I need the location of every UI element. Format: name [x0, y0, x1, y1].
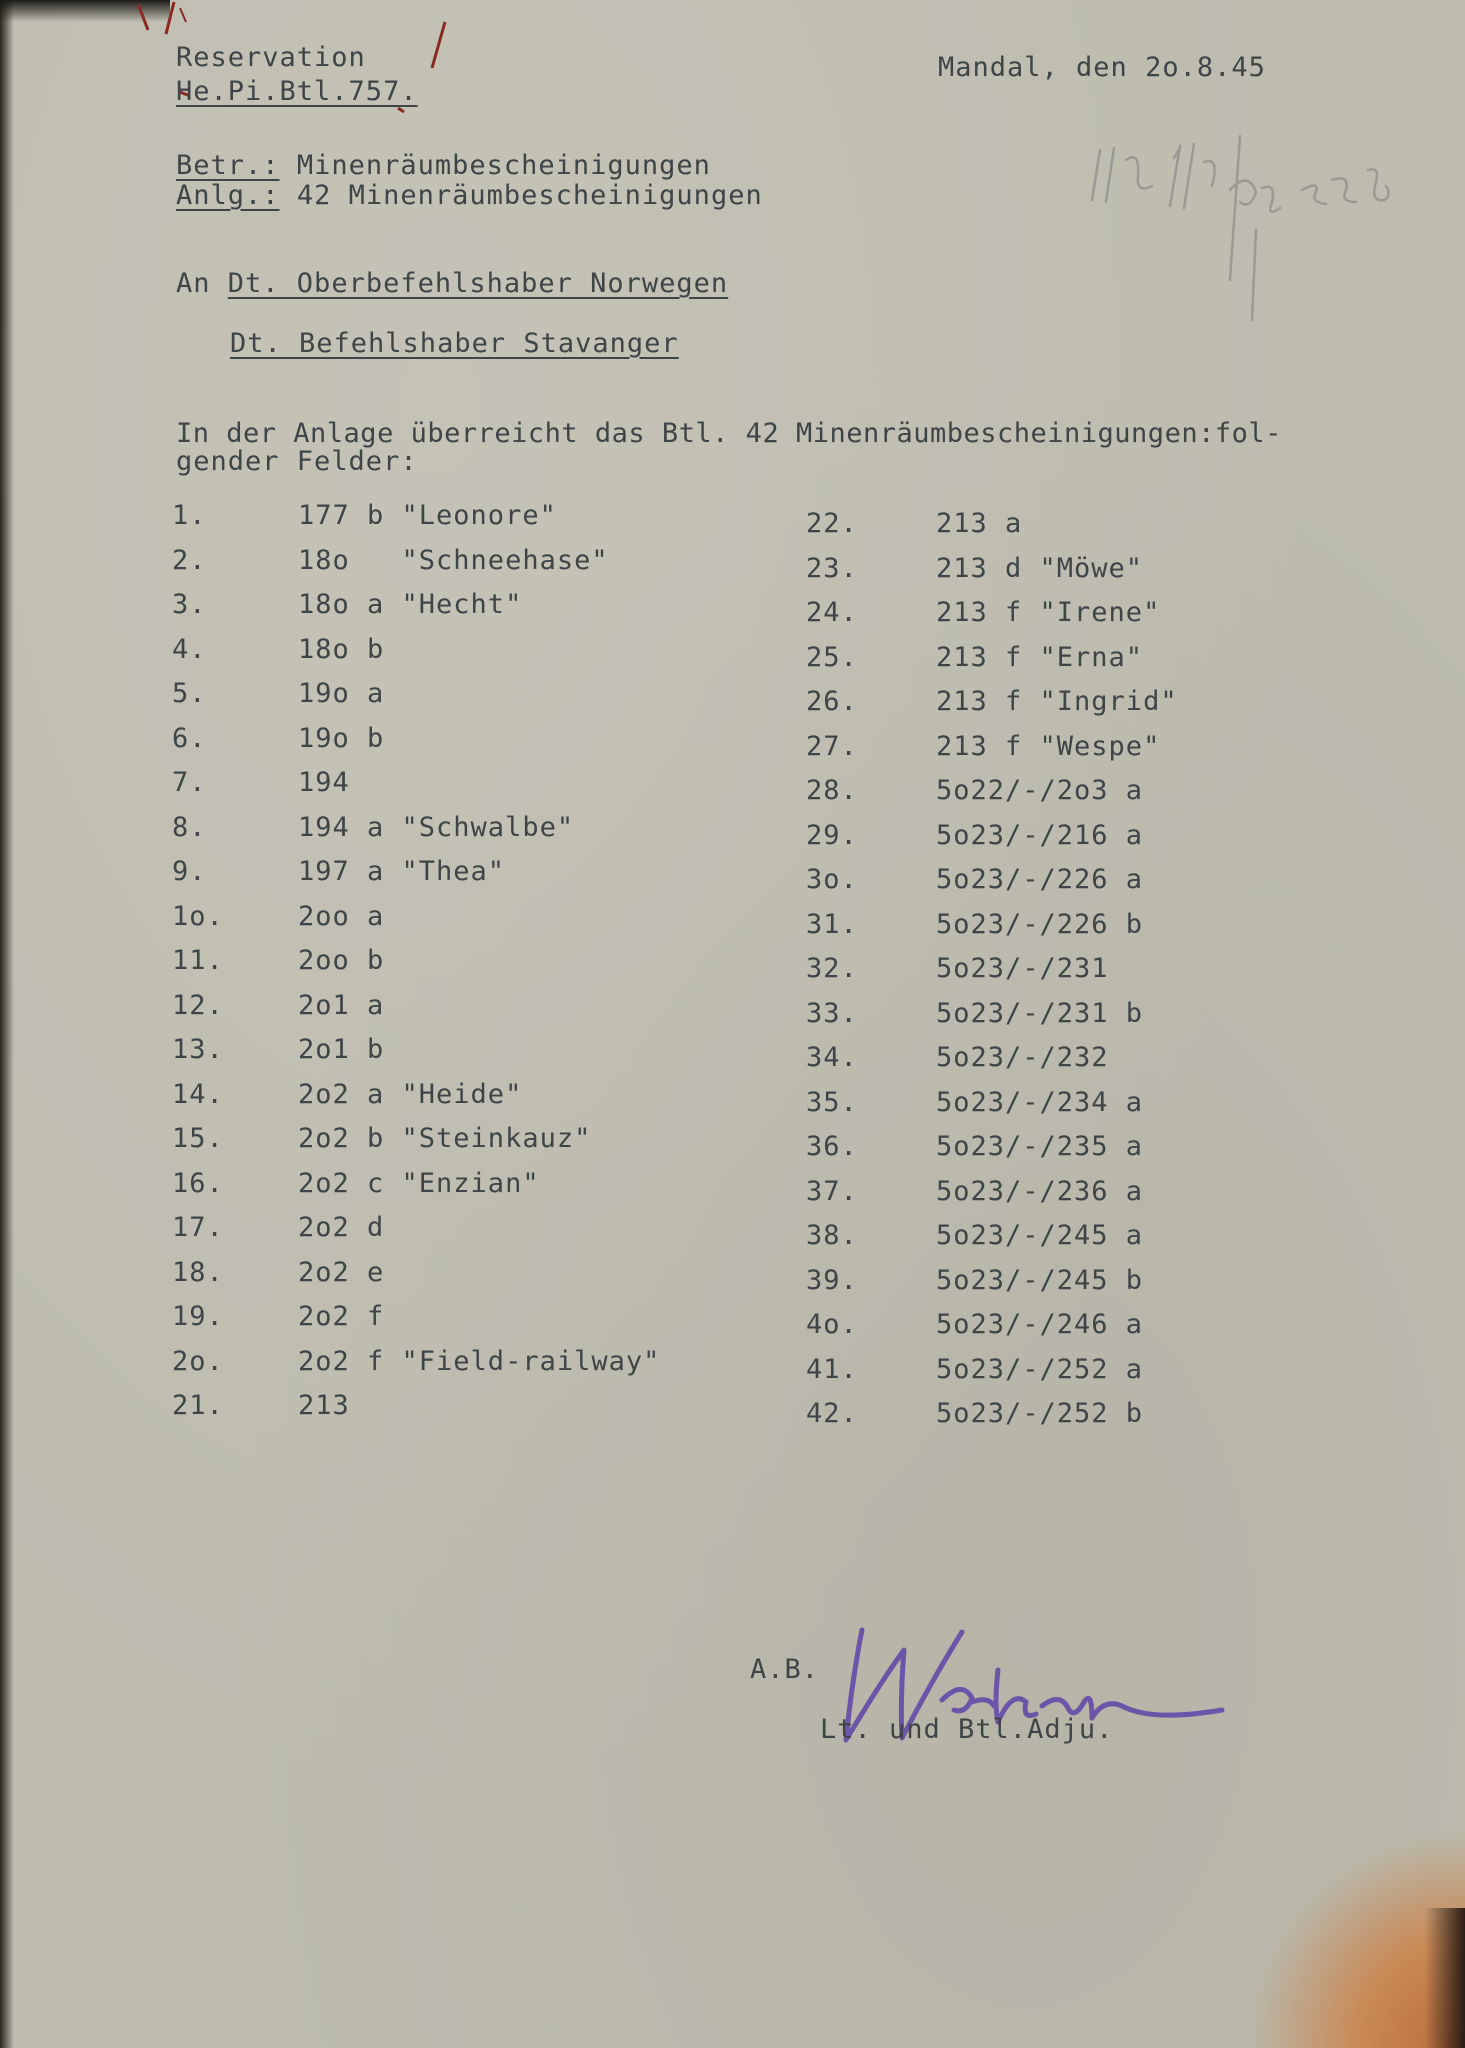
field-number: 4o.	[806, 1309, 858, 1340]
field-designation: 197 a "Thea"	[298, 856, 506, 887]
field-row	[172, 1034, 732, 1079]
field-designation: 19o a	[298, 678, 385, 709]
field-number: 34.	[806, 1042, 858, 1073]
field-number: 42.	[806, 1398, 858, 1429]
field-designation: 2o2 f "Field-railway"	[298, 1345, 661, 1377]
subject-betr	[176, 152, 711, 179]
field-number: 21.	[172, 1390, 224, 1421]
field-row	[172, 856, 732, 901]
field-number: 9.	[172, 856, 207, 887]
field-designation: 2o2 f	[298, 1301, 385, 1332]
field-number: 7.	[172, 767, 207, 798]
field-row	[172, 1346, 732, 1391]
field-row	[172, 1301, 732, 1346]
field-designation: 213 d "Möwe"	[936, 552, 1144, 584]
field-row	[172, 545, 732, 590]
body-line-1: In der Anlage überreicht das Btl. 42 Minenräumbescheinigungen:fol-	[176, 418, 1282, 449]
field-row	[806, 508, 1366, 553]
field-number: 11.	[172, 945, 224, 976]
field-row	[172, 1123, 732, 1168]
field-number: 41.	[806, 1353, 858, 1385]
field-row	[172, 767, 732, 812]
field-row	[806, 1131, 1366, 1176]
field-designation: 2o2 c "Enzian"	[298, 1167, 540, 1199]
place-date: Mandal, den 2o.8.45	[938, 52, 1266, 83]
field-row	[806, 1309, 1366, 1354]
field-row	[806, 909, 1366, 954]
field-designation: 5o23/-/216 a	[936, 819, 1144, 851]
field-number: 33.	[806, 997, 858, 1029]
anlg-text: 42 Minenräumbescheinigungen	[296, 180, 763, 211]
sender-line-1: Reservation	[176, 42, 366, 73]
field-designation: 5o23/-/252 b	[936, 1398, 1144, 1429]
field-row	[172, 500, 732, 545]
field-number: 1o.	[172, 900, 224, 932]
field-row	[806, 553, 1366, 598]
field-designation: 2o2 b "Steinkauz"	[298, 1123, 592, 1154]
field-row	[806, 1220, 1366, 1265]
field-designation: 2o2 e	[298, 1256, 385, 1288]
field-row	[806, 1042, 1366, 1087]
field-designation: 5o23/-/234 a	[936, 1086, 1144, 1118]
closing-ab: A.B.	[750, 1654, 820, 1685]
field-row	[172, 945, 732, 990]
field-designation: 5o23/-/236 a	[936, 1175, 1144, 1207]
field-row	[172, 634, 732, 679]
field-number: 38.	[806, 1220, 858, 1251]
field-row	[806, 953, 1366, 998]
field-designation: 2o1 a	[298, 989, 385, 1021]
field-number: 39.	[806, 1264, 858, 1296]
field-number: 14.	[172, 1078, 224, 1110]
betr-text: Minenräumbescheinigungen	[296, 150, 711, 181]
field-row	[806, 864, 1366, 909]
field-row	[806, 1087, 1366, 1132]
field-number: 19.	[172, 1301, 224, 1332]
field-designation: 2oo a	[298, 900, 385, 932]
field-designation: 5o23/-/235 a	[936, 1131, 1144, 1162]
field-designation: 213 f "Ingrid"	[936, 686, 1178, 717]
field-designation: 18o a "Hecht"	[298, 589, 523, 620]
sender-line-2: He.Pi.Btl.757.	[176, 76, 418, 107]
field-number: 12.	[172, 989, 224, 1021]
field-number: 15.	[172, 1123, 224, 1154]
field-number: 18.	[172, 1256, 224, 1288]
field-designation: 5o22/-/2o3 a	[936, 775, 1144, 806]
field-designation: 2o1 b	[298, 1034, 385, 1065]
field-number: 28.	[806, 775, 858, 806]
field-number: 25.	[806, 641, 858, 673]
field-designation: 5o23/-/232	[936, 1042, 1109, 1073]
field-row	[806, 597, 1366, 642]
field-designation: 194	[298, 767, 350, 798]
field-number: 2.	[172, 544, 207, 576]
field-row	[172, 901, 732, 946]
field-designation: 213 f "Wespe"	[936, 730, 1161, 762]
field-number: 16.	[172, 1167, 224, 1199]
pencil-archive-annotation	[1080, 130, 1440, 330]
field-row	[172, 812, 732, 857]
field-row	[172, 589, 732, 634]
betr-label: Betr.:	[176, 150, 280, 181]
field-row	[806, 775, 1366, 820]
field-row	[172, 1257, 732, 1302]
field-row	[172, 723, 732, 768]
field-designation: 2o2 d	[298, 1212, 385, 1243]
field-row	[806, 1398, 1366, 1443]
field-number: 22.	[806, 508, 858, 539]
field-number: 29.	[806, 819, 858, 851]
field-row	[172, 1079, 732, 1124]
field-row	[172, 990, 732, 1035]
field-number: 1.	[172, 500, 207, 531]
field-designation: 194 a "Schwalbe"	[298, 811, 575, 843]
field-number: 8.	[172, 811, 207, 843]
field-row	[806, 642, 1366, 687]
field-number: 2o.	[172, 1345, 224, 1377]
field-designation: 213	[298, 1390, 350, 1421]
closing-title: Lt. und Btl.Adju.	[820, 1714, 1114, 1745]
field-number: 24.	[806, 597, 858, 628]
field-row	[172, 1390, 732, 1435]
field-designation: 5o23/-/226 a	[936, 864, 1144, 895]
field-row	[172, 678, 732, 723]
field-row	[806, 820, 1366, 865]
field-designation: 5o23/-/252 a	[936, 1353, 1144, 1385]
field-row	[172, 1212, 732, 1257]
field-number: 3.	[172, 589, 207, 620]
field-designation: 2oo b	[298, 945, 385, 976]
an-label: An	[176, 268, 211, 299]
field-number: 31.	[806, 908, 858, 940]
field-row	[806, 1265, 1366, 1310]
field-designation: 18o b	[298, 633, 385, 665]
field-designation: 213 a	[936, 508, 1023, 539]
field-number: 4.	[172, 633, 207, 665]
field-row	[172, 1168, 732, 1213]
field-designation: 19o b	[298, 722, 385, 754]
field-designation: 5o23/-/231 b	[936, 997, 1144, 1029]
field-number: 17.	[172, 1212, 224, 1243]
field-number: 35.	[806, 1086, 858, 1118]
page-corner-edge	[1425, 1908, 1465, 2048]
field-number: 23.	[806, 552, 858, 584]
anlg-label: Anlg.:	[176, 180, 280, 211]
field-designation: 5o23/-/226 b	[936, 908, 1144, 940]
field-number: 36.	[806, 1131, 858, 1162]
field-designation: 5o23/-/245 a	[936, 1220, 1144, 1251]
page-edge-shadow	[0, 0, 14, 2048]
field-number: 6.	[172, 722, 207, 754]
field-designation: 5o23/-/245 b	[936, 1264, 1144, 1296]
field-designation: 213 f "Irene"	[936, 597, 1161, 628]
field-row	[806, 686, 1366, 731]
recipient-2: Dt. Befehlshaber Stavanger	[230, 328, 679, 359]
field-list-right	[806, 508, 1366, 1443]
field-number: 3o.	[806, 864, 858, 895]
field-row	[806, 731, 1366, 776]
field-designation: 2o2 a "Heide"	[298, 1078, 523, 1110]
field-number: 13.	[172, 1034, 224, 1065]
field-designation: 5o23/-/231	[936, 953, 1109, 984]
field-number: 32.	[806, 953, 858, 984]
field-designation: 177 b "Leonore"	[298, 500, 557, 531]
field-designation: 213 f "Erna"	[936, 641, 1144, 673]
field-number: 26.	[806, 686, 858, 717]
field-row	[806, 1354, 1366, 1399]
body-line-2: gender Felder:	[176, 446, 418, 477]
field-designation: 5o23/-/246 a	[936, 1309, 1144, 1340]
subject-anlg	[176, 182, 763, 209]
field-list-left	[172, 500, 732, 1435]
field-number: 27.	[806, 730, 858, 762]
field-row	[806, 1176, 1366, 1221]
field-number: 37.	[806, 1175, 858, 1207]
addressee-line-1	[176, 270, 728, 297]
field-row	[806, 998, 1366, 1043]
recipient-1: Dt. Oberbefehlshaber Norwegen	[227, 268, 729, 299]
field-number: 5.	[172, 678, 207, 709]
field-designation: 18o "Schneehase"	[298, 544, 609, 576]
